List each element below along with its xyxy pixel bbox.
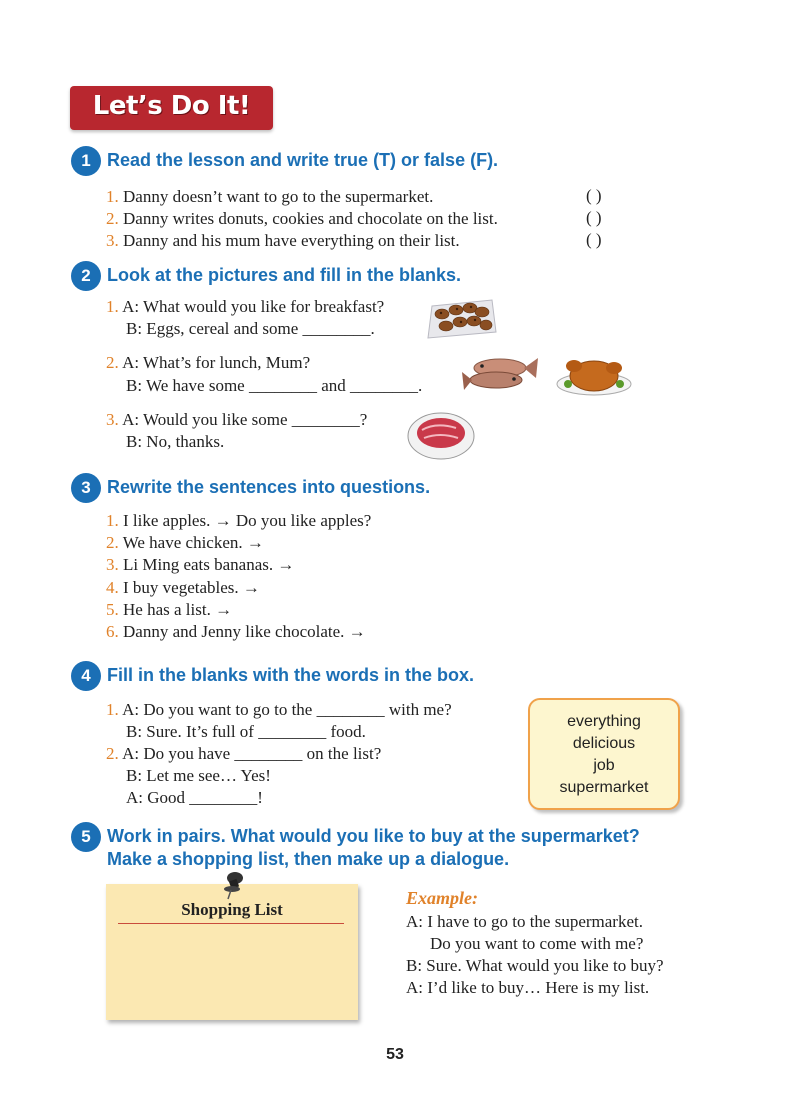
section-number: 3 (71, 473, 101, 503)
pushpin-icon (220, 870, 246, 900)
answer-parens[interactable]: ( ) (586, 186, 602, 205)
note-rule (118, 923, 344, 924)
word-box-item: delicious (572, 735, 636, 752)
banner-title: Let’s Do It! (92, 91, 251, 121)
dialogue-line: 2. A: Do you have ________ on the list? (106, 744, 382, 763)
list-item: 1. I like apples. → Do you like apples? (106, 511, 372, 530)
section-number: 5 (71, 822, 101, 852)
page-number: 53 (386, 1046, 404, 1063)
word-box-item: job (593, 757, 615, 774)
dialogue-line: B: We have some ________ and ________. (126, 376, 423, 395)
list-item: 3. Danny and his mum have everything on their list. (106, 231, 460, 250)
dialogue-line: A: Good ________! (126, 788, 263, 807)
dialogue-line: B: Sure. It’s full of ________ food. (126, 722, 366, 741)
meat-picture (406, 408, 476, 462)
section-title: Read the lesson and write true (T) or false (F). (107, 150, 499, 170)
dialogue-line: 1. A: What would you like for breakfast? (106, 297, 385, 316)
dialogue-line: 2. A: What’s for lunch, Mum? (106, 353, 311, 372)
word-box-item: everything (567, 713, 641, 730)
answer-parens[interactable]: ( ) (586, 230, 602, 249)
example-line: Do you want to come with me? (430, 934, 644, 953)
answer-parens[interactable]: ( ) (586, 208, 602, 227)
list-item: 3. Li Ming eats bananas. → (106, 555, 295, 574)
list-item: 4. I buy vegetables. → (106, 578, 260, 597)
list-item: 2. Danny writes donuts, cookies and chocolate on the list. (106, 209, 498, 228)
dialogue-line: 1. A: Do you want to go to the ________ with me? (106, 700, 452, 719)
word-box (528, 698, 680, 810)
lets-do-it-banner (70, 86, 273, 130)
dialogue-line: B: No, thanks. (126, 432, 225, 451)
list-item: 2. We have chicken. → (106, 533, 264, 552)
list-item: 5. He has a list. → (106, 600, 233, 619)
example-label: Example: (406, 888, 478, 908)
example-line: B: Sure. What would you like to buy? (406, 956, 664, 975)
example-line: A: I’d like to buy… Here is my list. (406, 978, 650, 997)
list-item: 1. Danny doesn’t want to go to the supermarket. (106, 187, 434, 206)
section-number: 4 (71, 661, 101, 691)
section-title: Look at the pictures and fill in the blanks. (107, 265, 462, 285)
dialogue-line: B: Eggs, cereal and some ________. (126, 319, 375, 338)
section-title: Rewrite the sentences into questions. (107, 477, 431, 497)
shopping-list-note[interactable] (106, 884, 358, 1020)
section-title: Work in pairs. What would you like to buy at the supermarket? Make a shopping list, then make up a dialogue. (107, 826, 640, 869)
fish-picture (460, 352, 540, 396)
note-title: Shopping List (181, 900, 283, 919)
cookies-picture (424, 294, 498, 344)
dialogue-line: 3. A: Would you like some ________? (106, 410, 368, 429)
list-item: 6. Danny and Jenny like chocolate. → (106, 622, 366, 641)
word-box-item: supermarket (559, 779, 649, 796)
example-line: A: I have to go to the supermarket. (406, 912, 643, 931)
section-title: Fill in the blanks with the words in the box. (107, 665, 475, 685)
chicken-picture (554, 352, 634, 398)
section-number: 2 (71, 261, 101, 291)
dialogue-line: B: Let me see… Yes! (126, 766, 271, 785)
section-number: 1 (71, 146, 101, 176)
